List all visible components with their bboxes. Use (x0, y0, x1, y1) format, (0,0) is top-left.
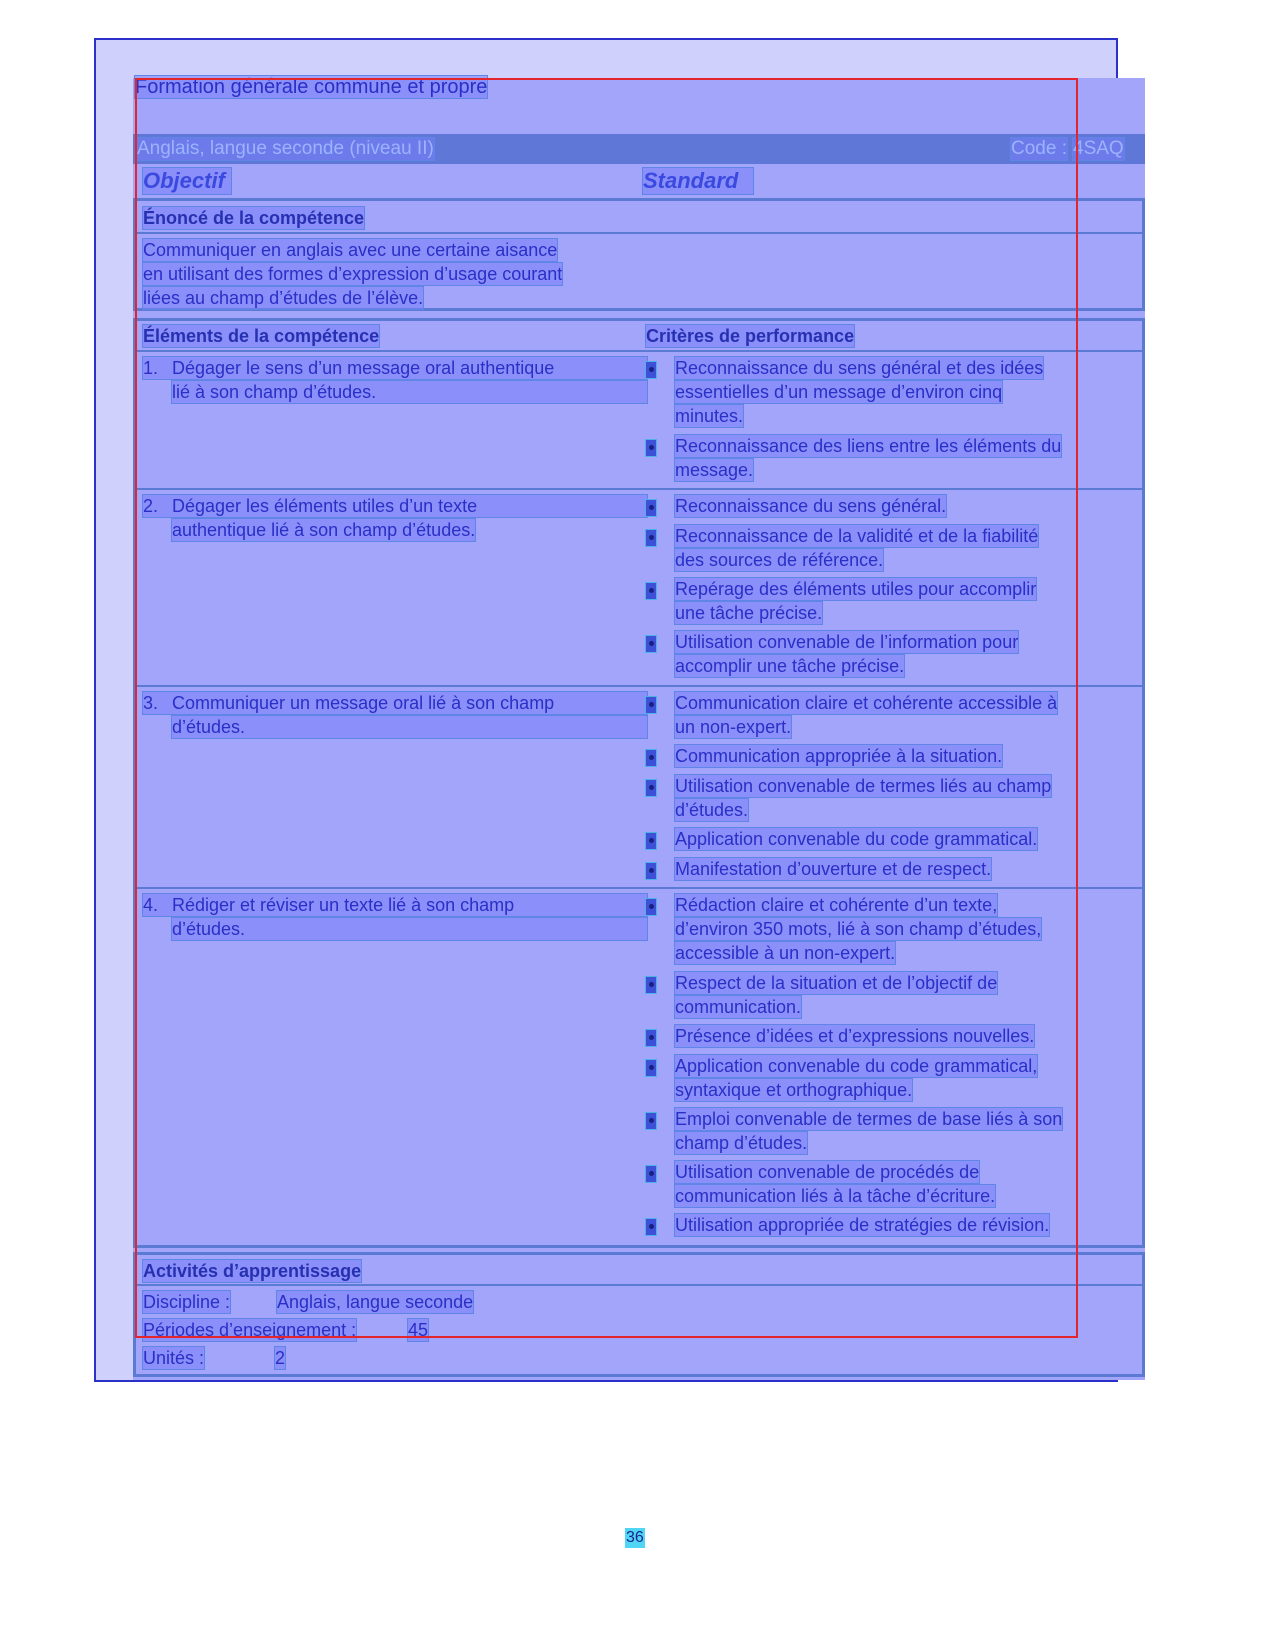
criterion-line: Communication claire et cohérente accessible à (675, 693, 1058, 713)
criterion-line: Rédaction claire et cohérente d’un texte, (675, 895, 998, 915)
element-line: Dégager les éléments utiles d’un texte (172, 496, 478, 516)
criterion-line: Utilisation convenable de l’information pour (675, 632, 1019, 652)
element-line: d’études. (172, 918, 647, 940)
group-divider (133, 887, 1145, 889)
activites-divider (133, 1284, 1145, 1286)
periodes-value: 45 (408, 1320, 429, 1340)
group-divider (133, 685, 1145, 687)
criterion-line: communication liés à la tâche d’écriture. (675, 1186, 996, 1206)
bullet-icon (646, 1060, 656, 1076)
bullet-icon (646, 899, 656, 915)
criterion-line: Reconnaissance du sens général. (675, 496, 947, 516)
criterion-line: d’environ 350 mots, lié à son champ d’études, (675, 919, 1042, 939)
section-title: Formation générale commune et propre (135, 76, 488, 98)
page-number: 36 (626, 1529, 644, 1546)
bullet-icon (646, 500, 656, 516)
elements-header-divider (133, 350, 1145, 352)
bullet-icon (646, 440, 656, 456)
criterion-line: Utilisation convenable de procédés de (675, 1162, 980, 1182)
criterion-line: Reconnaissance du sens général et des idées (675, 358, 1044, 378)
enonce-heading: Énoncé de la compétence (143, 208, 365, 228)
criterion-line: Utilisation convenable de termes liés au champ (675, 776, 1052, 796)
criterion-line: syntaxique et orthographique. (675, 1080, 913, 1100)
criterion-line: accessible à un non-expert. (675, 943, 896, 963)
element-line: Dégager le sens d’un message oral authentique (172, 358, 555, 378)
criterion-line: Reconnaissance des liens entre les éléments du (675, 436, 1062, 456)
criterion-line: Application convenable du code grammatical, (675, 1056, 1038, 1076)
criterion-line: minutes. (675, 406, 744, 426)
standard-label: Standard (643, 168, 753, 194)
code-label: Code : (1011, 138, 1067, 159)
criterion-line: Respect de la situation et de l’objectif de (675, 973, 998, 993)
criterion-line: Emploi convenable de termes de base liés à son (675, 1109, 1063, 1129)
element-number: 2. (143, 495, 647, 517)
elements-heading: Éléments de la compétence (143, 326, 380, 346)
criterion-line: Utilisation appropriée de stratégies de révision. (675, 1215, 1050, 1235)
unites-value: 2 (275, 1348, 286, 1368)
criterion-line: Communication appropriée à la situation. (675, 746, 1003, 766)
element-number: 3. (143, 692, 647, 714)
bullet-icon (646, 863, 656, 879)
criterion-line: accomplir une tâche précise. (675, 656, 905, 676)
bullet-icon (646, 1219, 656, 1235)
enonce-line: liées au champ d’études de l’élève. (143, 288, 424, 308)
objective-standard-row (133, 168, 1145, 198)
element-line: Rédiger et réviser un texte lié à son champ (172, 895, 515, 915)
course-code-bar (133, 134, 1145, 164)
bullet-icon (646, 1166, 656, 1182)
criterion-line: un non-expert. (675, 717, 792, 737)
discipline-label: Discipline : (143, 1292, 231, 1312)
bullet-icon (646, 833, 656, 849)
bullet-icon (646, 636, 656, 652)
element-line: authentique lié à son champ d’études. (172, 520, 476, 540)
bullet-icon (646, 780, 656, 796)
objective-label: Objectif (143, 168, 231, 194)
criterion-line: message. (675, 460, 754, 480)
bullet-icon (646, 362, 656, 378)
activites-heading: Activités d’apprentissage (143, 1261, 362, 1281)
course-title: Anglais, langue seconde (niveau II) (137, 138, 434, 159)
periodes-label: Périodes d’enseignement : (143, 1320, 357, 1340)
criterion-line: Application convenable du code grammatical. (675, 829, 1038, 849)
discipline-value: Anglais, langue seconde (277, 1292, 474, 1312)
element-line: Communiquer un message oral lié à son champ (172, 693, 555, 713)
code-value: 4SAQ (1073, 138, 1124, 159)
criterion-line: essentielles d’un message d’environ cinq (675, 382, 1003, 402)
element-line: lié à son champ d’études. (172, 381, 647, 403)
criterion-line: d’études. (675, 800, 749, 820)
enonce-line: Communiquer en anglais avec une certaine aisance (143, 240, 558, 260)
criterion-line: une tâche précise. (675, 603, 823, 623)
element-number: 1. (143, 357, 647, 379)
enonce-divider (133, 232, 1145, 234)
unites-label: Unités : (143, 1348, 205, 1368)
criteria-heading: Critères de performance (646, 326, 855, 346)
bullet-icon (646, 750, 656, 766)
criterion-line: des sources de référence. (675, 550, 884, 570)
criterion-line: Reconnaissance de la validité et de la fiabilité (675, 526, 1039, 546)
enonce-line: en utilisant des formes d’expression d’usage courant (143, 264, 563, 284)
bullet-icon (646, 530, 656, 546)
criterion-line: Manifestation d’ouverture et de respect. (675, 859, 992, 879)
bullet-icon (646, 583, 656, 599)
bullet-icon (646, 977, 656, 993)
element-number: 4. (143, 894, 647, 916)
criterion-line: champ d’études. (675, 1133, 808, 1153)
bullet-icon (646, 697, 656, 713)
criterion-line: Repérage des éléments utiles pour accomplir (675, 579, 1037, 599)
element-line: d’études. (172, 716, 647, 738)
bullet-icon (646, 1113, 656, 1129)
criterion-line: communication. (675, 997, 802, 1017)
criterion-line: Présence d’idées et d’expressions nouvelles. (675, 1026, 1035, 1046)
group-divider (133, 488, 1145, 490)
bullet-icon (646, 1030, 656, 1046)
